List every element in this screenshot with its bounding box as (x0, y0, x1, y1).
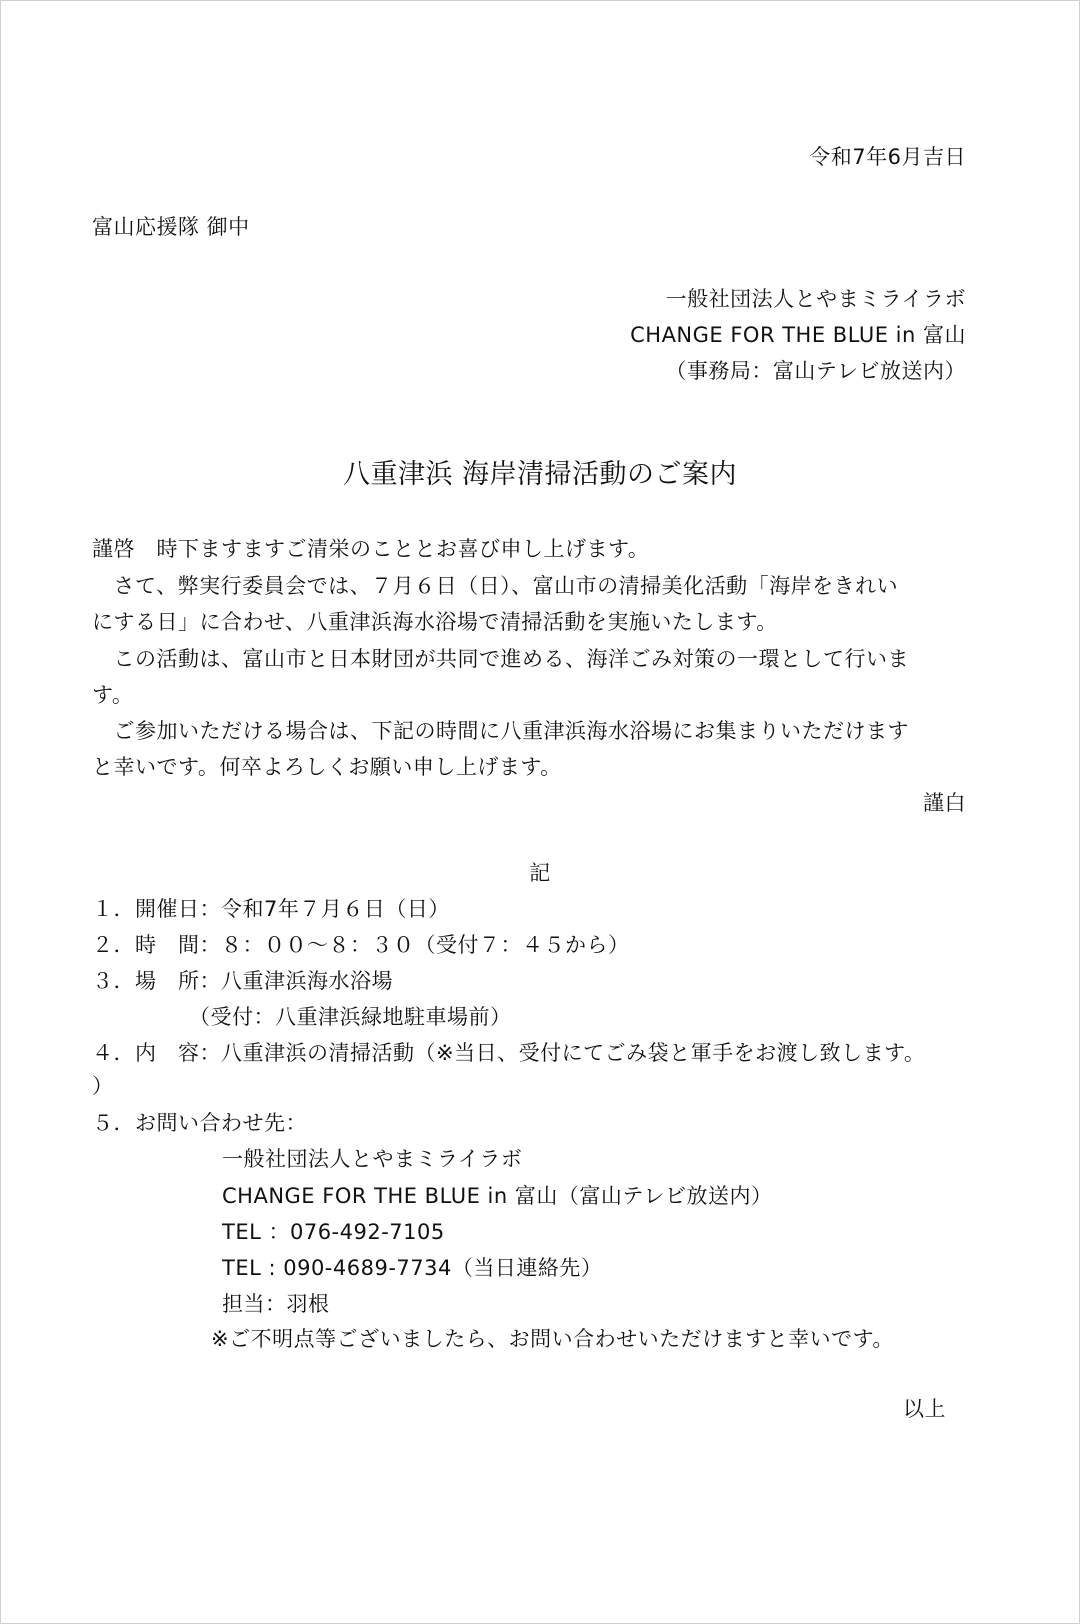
contact-project: CHANGE FOR THE BLUE in 富山（富山テレビ放送内） (222, 1184, 773, 1208)
closing-word: 謹白 (923, 791, 966, 815)
sender-organization: 一般社団法人とやまミライラボ (665, 287, 966, 311)
body-line: さて、弊実行委員会では、７月６日（日）、富山市の清掃美化活動「海岸をきれい (92, 574, 899, 598)
body-line: す。 (92, 683, 134, 707)
contact-phone-office: TEL ：076‐492‐7105 (222, 1220, 445, 1244)
detail-item-date: １．開催日：令和7年７月６日（日） (92, 897, 450, 921)
detail-item-reception: （受付：八重津浜緑地駐車場前） (92, 1005, 512, 1029)
body-line: この活動は、富山市と日本財団が共同で進める、海洋ごみ対策の一環として行いま (92, 647, 909, 671)
body-line: にする日」に合わせ、八重津浜海水浴場で清掃活動を実施いたします。 (92, 610, 778, 634)
end-word: 以上 (903, 1397, 946, 1421)
detail-item-content: ４．内 容：八重津浜の清掃活動（※当日、受付にてごみ袋と軍手をお渡し致します。 (92, 1041, 926, 1065)
detail-item-contact: ５．お問い合わせ先： (92, 1111, 307, 1135)
contact-person: 担当：羽根 (222, 1292, 330, 1316)
recipient: 富山応援隊 御中 (92, 215, 250, 239)
contact-organization: 一般社団法人とやまミライラボ (222, 1147, 523, 1171)
body-line: 謹啓 時下ますますご清栄のこととお喜び申し上げます。 (92, 537, 650, 561)
contact-note: ※ご不明点等ございましたら、お問い合わせいただけますと幸いです。 (211, 1327, 894, 1351)
letter-date: 令和7年6月吉日 (809, 145, 966, 169)
contact-phone-mobile: TEL : 090‐4689‐7734（当日連絡先） (222, 1256, 603, 1280)
document-title: 八重津浜 海岸清掃活動のご案内 (342, 459, 738, 490)
body-line: ご参加いただける場合は、下記の時間に八重津浜海水浴場にお集まりいただけます (92, 719, 909, 743)
details-heading: 記 (529, 861, 551, 885)
body-line: と幸いです。何卒よろしくお願い申し上げます。 (92, 755, 562, 779)
sender-project: CHANGE FOR THE BLUE in 富山 (630, 323, 966, 347)
detail-item-place: ３．場 所：八重津浜海水浴場 (92, 969, 393, 993)
detail-item-content-end: ） (92, 1074, 114, 1098)
detail-item-time: ２．時 間：８：００～８：３０（受付７：４５から） (92, 933, 630, 957)
sender-office: （事務局：富山テレビ放送内） (665, 359, 966, 383)
